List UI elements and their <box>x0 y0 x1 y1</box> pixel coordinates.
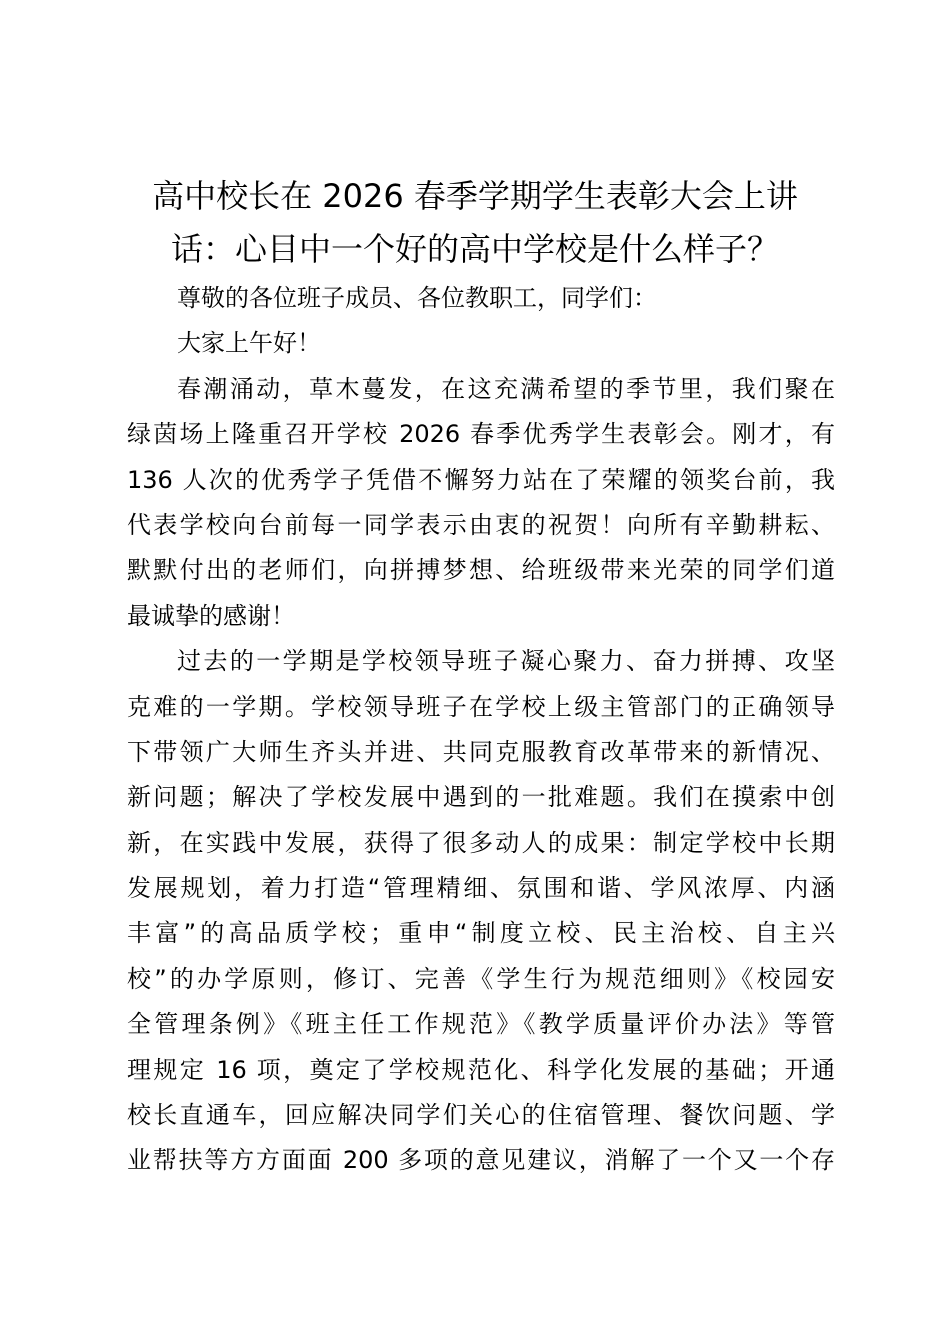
document-title <box>112 170 838 276</box>
paragraph-line: 下带领广大师生齐头并进、共同克服教育改革带来的新情况、 <box>127 737 835 766</box>
paragraph-line: 业帮扶等方方面面 200 多项的意见建议，消解了一个又一个存 <box>127 1146 835 1175</box>
paragraph-line: 新，在实践中发展，获得了很多动人的成果：制定学校中长期 <box>127 828 835 857</box>
paragraph-line: 最诚挚的感谢！ <box>127 601 295 630</box>
title-line-1: 高中校长在 2026 春季学期学生表彰大会上讲 <box>152 177 798 215</box>
paragraph-line: 新问题；解决了学校发展中遇到的一批难题。我们在摸索中创 <box>127 783 835 812</box>
paragraph-line: 全管理条例》《班主任工作规范》《教学质量评价办法》等管 <box>127 1010 835 1039</box>
paragraph-line: 默默付出的老师们，向拼搏梦想、给班级带来光荣的同学们道 <box>127 556 835 585</box>
paragraph-line: 理规定 16 项，奠定了学校规范化、科学化发展的基础；开通 <box>127 1055 835 1084</box>
paragraph-line: 绿茵场上隆重召开学校 2026 春季优秀学生表彰会。刚才，有 <box>127 420 835 449</box>
paragraph-line: 校长直通车，回应解决同学们关心的住宿管理、餐饮问题、学 <box>127 1101 835 1130</box>
paragraph-line: 春潮涌动，草木蔓发，在这充满希望的季节里，我们聚在 <box>177 374 835 403</box>
paragraph-line: 136 人次的优秀学子凭借不懈努力站在了荣耀的领奖台前，我 <box>127 465 835 494</box>
paragraph-line: 克难的一学期。学校领导班子在学校上级主管部门的正确领导 <box>127 692 835 721</box>
paragraph-line: 代表学校向台前每一同学表示由衷的祝贺！向所有辛勤耕耘、 <box>127 510 835 539</box>
salutation-line: 尊敬的各位班子成员、各位教职工，同学们： <box>177 284 657 312</box>
paragraph-line: 丰富”的高品质学校；重申“制度立校、民主治校、自主兴 <box>127 919 835 948</box>
paragraph-line: 校”的办学原则，修订、完善《学生行为规范细则》《校园安 <box>127 964 835 993</box>
paragraph-line: 发展规划，着力打造“管理精细、氛围和谐、学风浓厚、内涵 <box>127 874 835 903</box>
greeting-line: 大家上午好！ <box>177 329 321 358</box>
document-body <box>127 276 835 1184</box>
paragraph-line: 过去的一学期是学校领导班子凝心聚力、奋力拼搏、攻坚 <box>177 647 835 676</box>
title-line-2: 话：心目中一个好的高中学校是什么样子？ <box>170 230 779 268</box>
